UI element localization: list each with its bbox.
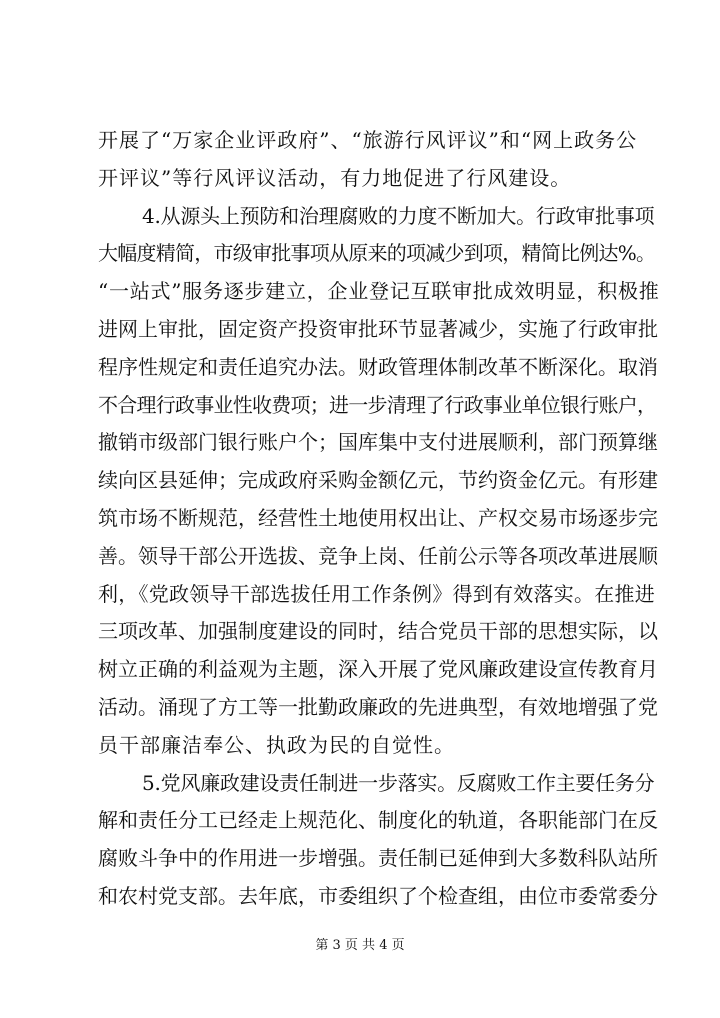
text-line: 不合理行政事业性收费项；进一步清理了行政事业单位银行账户， (98, 393, 657, 417)
text-line: 善。领导干部公开选拔、竞争上岗、任前公示等各项改革进展顺 (98, 544, 658, 568)
text-line: 树立正确的利益观为主题，深入开展了党风廉政建设宣传教育月 (98, 657, 658, 681)
text-line: 撤销市级部门银行账户个；国库集中支付进展顺利，部门预算继 (98, 430, 658, 454)
text-line: 和农村党支部。去年底，市委组织了个检查组，由位市委常委分 (98, 884, 658, 908)
text-line: 腐败斗争中的作用进一步增强。责任制已延伸到大多数科队站所 (98, 846, 658, 870)
text-line: “一站式”服务逐步建立，企业登记互联审批成效明显，积极推 (98, 279, 660, 303)
text-line: 大幅度精简，市级审批事项从原来的项减少到项，精简比例达%。 (98, 241, 656, 265)
page-number-footer: 第 3 页 共 4 页 (315, 938, 405, 953)
text-line: 活动。涌现了方工等一批勤政廉政的先进典型，有效地增强了党 (98, 695, 658, 719)
text-line: 5.党风廉政建设责任制进一步落实。反腐败工作主要任务分 (142, 771, 655, 795)
text-line: 开展了“万家企业评政府”、“旅游行风评议”和“网上政务公 (98, 128, 638, 152)
text-line: 程序性规定和责任追究办法。财政管理体制改革不断深化。取消 (98, 355, 658, 379)
text-line: 利，《党政领导干部选拔任用工作条例》得到有效落实。在推进 (98, 582, 655, 606)
text-line: 续向区县延伸；完成政府采购金额亿元，节约资金亿元。有形建 (98, 468, 658, 492)
text-line: 三项改革、加强制度建设的同时，结合党员干部的思想实际，以 (98, 619, 658, 643)
text-line: 开评议”等行风评议活动，有力地促进了行风建设。 (98, 166, 572, 190)
text-line: 筑市场不断规范，经营性土地使用权出让、产权交易市场逐步完 (98, 506, 658, 530)
text-line: 4.从源头上预防和治理腐败的力度不断加大。行政审批事项 (142, 204, 655, 228)
text-line: 进网上审批，固定资产投资审批环节显著减少，实施了行政审批 (98, 317, 658, 341)
text-line: 员干部廉洁奉公、执政为民的自觉性。 (98, 733, 455, 757)
text-line: 解和责任分工已经走上规范化、制度化的轨道，各职能部门在反 (98, 808, 658, 832)
